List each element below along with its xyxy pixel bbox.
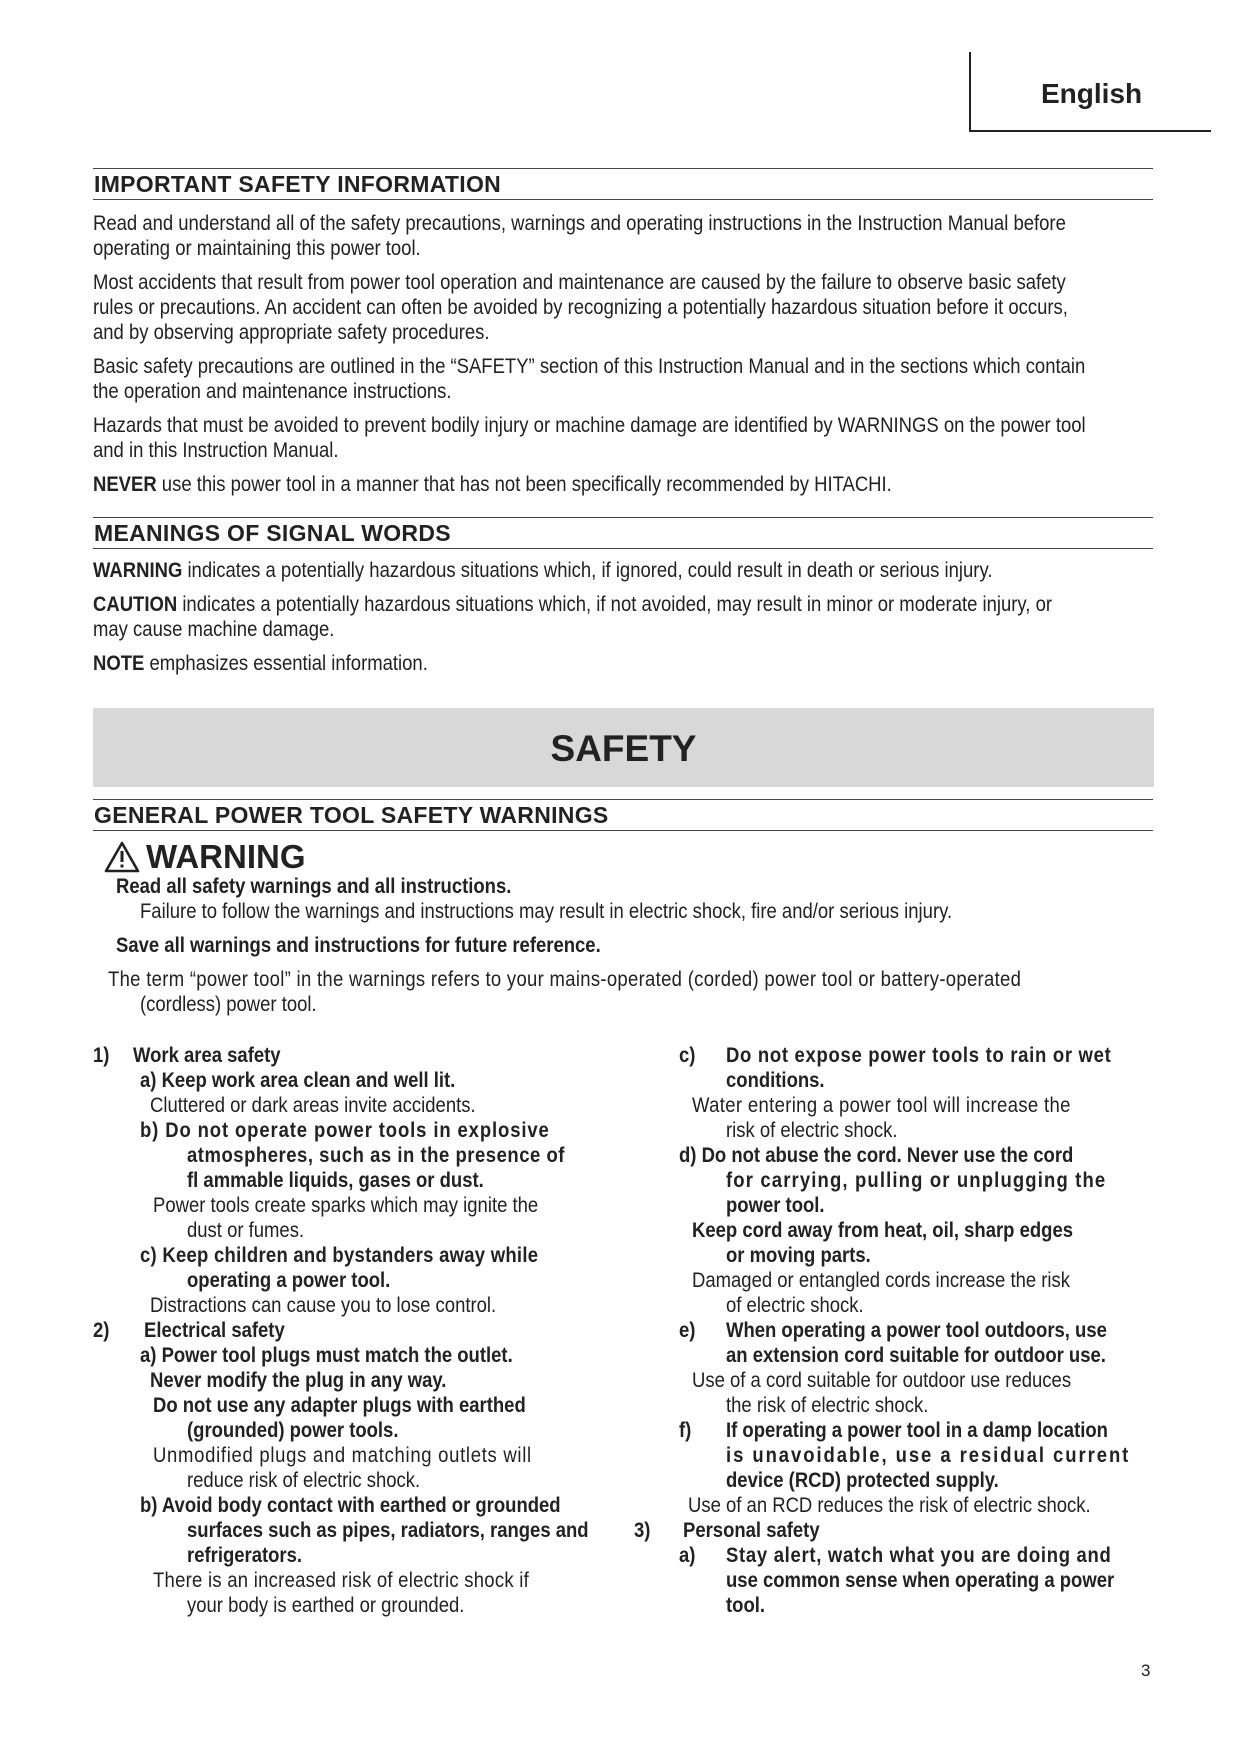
language-tab xyxy=(969,52,1211,132)
never-keyword: NEVER xyxy=(93,473,157,496)
electrical-a-text-2: reduce risk of electric shock. xyxy=(187,1469,421,1492)
signal-words-heading: MEANINGS OF SIGNAL WORDS xyxy=(93,517,1153,549)
general-warnings-heading: GENERAL POWER TOOL SAFETY WARNINGS xyxy=(93,799,1153,831)
electrical-e-text-2: the risk of electric shock. xyxy=(726,1394,929,1417)
important-para4-line2: and in this Instruction Manual. xyxy=(93,439,339,462)
electrical-a-head-3: Do not use any adapter plugs with earthed xyxy=(153,1394,526,1417)
electrical-b-head-2: surfaces such as pipes, radiators, ranges and xyxy=(187,1519,589,1542)
electrical-f-head-1: If operating a power tool in a damp location xyxy=(726,1419,1108,1442)
work-area-b-text-1: Power tools create sparks which may ignite the xyxy=(153,1194,539,1217)
work-area-b-text-2: dust or fumes. xyxy=(187,1219,305,1242)
term-line1: The term “power tool” in the warnings refers to your mains-operated (corded) power tool or battery-operated xyxy=(108,968,1022,991)
term-line2: (cordless) power tool. xyxy=(140,993,317,1016)
electrical-c-label: c) xyxy=(679,1044,696,1067)
note-keyword: NOTE xyxy=(93,652,145,675)
electrical-d-head-4: Keep cord away from heat, oil, sharp edges xyxy=(692,1219,1074,1242)
electrical-d-head-3: power tool. xyxy=(726,1194,825,1217)
signal-caution-line1: CAUTION indicates a potentially hazardous situations which, if not avoided, may result in minor or moderate injury, or xyxy=(93,593,1053,616)
work-area-c-head-2: operating a power tool. xyxy=(187,1269,391,1292)
important-para1-line2: operating or maintaining this power tool. xyxy=(93,237,421,260)
safety-banner xyxy=(93,708,1154,787)
work-area-c-text: Distractions can cause you to lose control. xyxy=(150,1294,497,1317)
electrical-c-text-1: Water entering a power tool will increase the xyxy=(692,1094,1071,1117)
electrical-b-head-1: b) Avoid body contact with earthed or grounded xyxy=(140,1494,561,1517)
electrical-d-text-1: Damaged or entangled cords increase the risk xyxy=(692,1269,1071,1292)
important-para3-line2: the operation and maintenance instructions. xyxy=(93,380,452,403)
language-label: English xyxy=(1041,78,1143,109)
signal-note-line: NOTE emphasizes essential information. xyxy=(93,652,428,675)
electrical-c-text-2: risk of electric shock. xyxy=(726,1119,898,1142)
electrical-d-head-1: d) Do not abuse the cord. Never use the cord xyxy=(679,1144,1074,1167)
electrical-d-text-2: of electric shock. xyxy=(726,1294,864,1317)
personal-safety-title: Personal safety xyxy=(683,1519,820,1542)
work-area-a-head: a) Keep work area clean and well lit. xyxy=(140,1069,456,1092)
work-area-b-head-3: fl ammable liquids, gases or dust. xyxy=(187,1169,484,1192)
page-number: 3 xyxy=(1141,1661,1151,1680)
work-area-safety-title: Work area safety xyxy=(133,1044,281,1067)
electrical-a-head-1: a) Power tool plugs must match the outlet. xyxy=(140,1344,513,1367)
important-para2-line1: Most accidents that result from power tool operation and maintenance are caused by the failure to observe basic safety xyxy=(93,271,1066,294)
electrical-f-label: f) xyxy=(679,1419,692,1442)
never-text: use this power tool in a manner that has not been specifically recommended by HITACHI. xyxy=(156,473,892,496)
electrical-f-head-3: device (RCD) protected supply. xyxy=(726,1469,999,1492)
electrical-c-head-2: conditions. xyxy=(726,1069,825,1092)
electrical-a-head-4: (grounded) power tools. xyxy=(187,1419,399,1442)
item-1-number: 1) xyxy=(93,1044,110,1067)
important-para2-line2: rules or precautions. An accident can often be avoided by recognizing a potentially hazardous situation before it occurs, xyxy=(93,296,1068,319)
electrical-e-text-1: Use of a cord suitable for outdoor use reduces xyxy=(692,1369,1072,1392)
warning-triangle-icon xyxy=(104,841,140,873)
personal-a-head-1: Stay alert, watch what you are doing and xyxy=(726,1544,1112,1567)
save-all-line: Save all warnings and instructions for future reference. xyxy=(116,934,601,957)
work-area-b-head-1: b) Do not operate power tools in explosive xyxy=(140,1119,550,1142)
important-para1-line1: Read and understand all of the safety precautions, warnings and operating instructions in the Instruction Manual before xyxy=(93,212,1066,235)
electrical-b-text-2: your body is earthed or grounded. xyxy=(187,1594,465,1617)
personal-a-label: a) xyxy=(679,1544,696,1567)
item-2-number: 2) xyxy=(93,1319,110,1342)
work-area-a-text: Cluttered or dark areas invite accidents. xyxy=(150,1094,476,1117)
electrical-b-head-3: refrigerators. xyxy=(187,1544,303,1567)
electrical-f-text: Use of an RCD reduces the risk of electric shock. xyxy=(688,1494,1091,1517)
electrical-a-text-1: Unmodified plugs and matching outlets will xyxy=(153,1444,532,1467)
warning-title: WARNING xyxy=(146,838,306,875)
electrical-safety-title: Electrical safety xyxy=(144,1319,285,1342)
important-safety-heading: IMPORTANT SAFETY INFORMATION xyxy=(93,168,1153,200)
warning-keyword: WARNING xyxy=(93,559,183,582)
important-para3-line1: Basic safety precautions are outlined in the “SAFETY” section of this Instruction Manual and in the sections which contain xyxy=(93,355,1086,378)
electrical-b-text-1: There is an increased risk of electric shock if xyxy=(153,1569,529,1592)
electrical-e-head-1: When operating a power tool outdoors, use xyxy=(726,1319,1107,1342)
signal-caution-line2: may cause machine damage. xyxy=(93,618,335,641)
personal-a-head-3: tool. xyxy=(726,1594,766,1617)
important-para2-line3: and by observing appropriate safety procedures. xyxy=(93,321,490,344)
personal-a-head-2: use common sense when operating a power xyxy=(726,1569,1115,1592)
item-3-number: 3) xyxy=(634,1519,651,1542)
caution-keyword: CAUTION xyxy=(93,593,178,616)
electrical-e-label: e) xyxy=(679,1319,696,1342)
electrical-a-head-2: Never modify the plug in any way. xyxy=(150,1369,447,1392)
important-para4-line1: Hazards that must be avoided to prevent bodily injury or machine damage are identified by WARNINGS on the power tool xyxy=(93,414,1086,437)
electrical-c-head-1: Do not expose power tools to rain or wet xyxy=(726,1044,1112,1067)
electrical-f-head-2: is unavoidable, use a residual current xyxy=(726,1444,1131,1467)
work-area-b-head-2: atmospheres, such as in the presence of xyxy=(187,1144,566,1167)
electrical-e-head-2: an extension cord suitable for outdoor use. xyxy=(726,1344,1106,1367)
signal-warning-line: WARNING indicates a potentially hazardous situations which, if ignored, could result in death or serious injury. xyxy=(93,559,993,582)
electrical-d-head-2: for carrying, pulling or unplugging the xyxy=(726,1169,1107,1192)
important-para5 xyxy=(93,472,892,497)
work-area-c-head-1: c) Keep children and bystanders away while xyxy=(140,1244,539,1267)
safety-title: SAFETY xyxy=(550,728,697,769)
failure-line: Failure to follow the warnings and instructions may result in electric shock, fire and/or serious injury. xyxy=(140,900,953,923)
read-all-line: Read all safety warnings and all instructions. xyxy=(116,875,512,898)
electrical-d-head-5: or moving parts. xyxy=(726,1244,871,1267)
